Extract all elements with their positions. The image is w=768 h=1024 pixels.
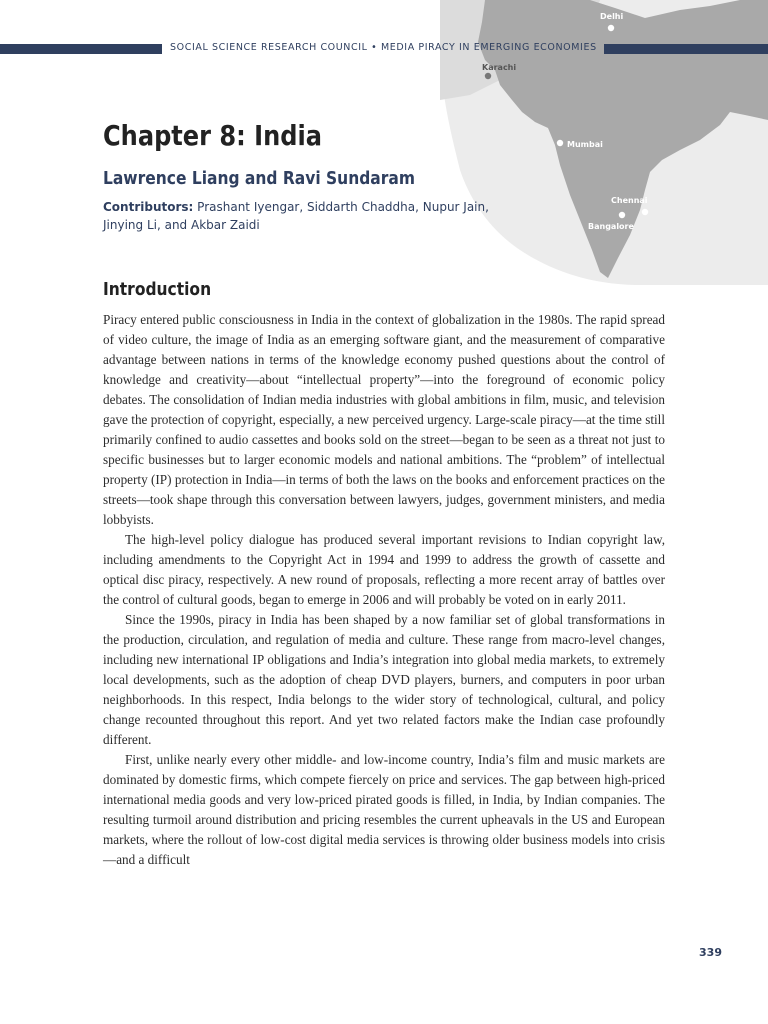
header-rule-right — [604, 44, 768, 54]
mumbai-marker — [557, 140, 563, 146]
contributors-label: Contributors: — [103, 200, 194, 214]
running-header: SOCIAL SCIENCE RESEARCH COUNCIL • MEDIA PIRACY IN EMERGING ECONOMIES — [170, 42, 597, 53]
chennai-label: Chennai — [611, 196, 648, 205]
mumbai-label: Mumbai — [567, 140, 603, 149]
paragraph: First, unlike nearly every other middle- and low-income country, India’s film and music markets are dominated by domestic firms, which compete fiercely on price and services. The gap between high-priced international media goods and very low-priced pirated goods is filled, in India, by Indian companies. The resulting turmoil around distribution and pricing resembles the current upheavals in the US and European markets, where the rollout of low-cost digital media services is throwing older business models into crisis—and a difficult — [103, 752, 665, 867]
bangalore-label: Bangalore — [588, 222, 634, 231]
chennai-marker — [642, 209, 648, 215]
header-rule-left — [0, 44, 162, 54]
delhi-marker — [608, 25, 614, 31]
bangalore-marker — [619, 212, 625, 218]
chapter-title: Chapter 8: India — [103, 119, 323, 152]
page-number: 339 — [699, 946, 722, 959]
paragraph: Since the 1990s, piracy in India has been shaped by a now familiar set of global transformations in the production, circulation, and regulation of media and culture. These range from macro-level changes, including new international IP obligations and India’s integration into global media markets, to extremely local developments, such as the adoption of cheap DVD players, burners, and computers in poor urban neighborhoods. In this respect, India belongs to the wider story of technological, cultural, and policy change recounted throughout this report. And yet two related factors make the Indian case profoundly different. — [103, 612, 665, 747]
paragraph: Piracy entered public consciousness in India in the context of globalization in the 1980s. The rapid spread of video culture, the image of India as an emerging software giant, and the measurement of comparative advantage between nations in terms of the knowledge economy pushed questions about the control of knowledge and creativity—about “intellectual property”—into the foreground of economic policy debates. The consolidation of Indian media industries with global ambitions in film, music, and television gave the protection of copyright, especially, a new perceived urgency. Large-scale piracy—at the time still primarily confined to audio cassettes and books sold on the street—began to be seen as a threat not just to specific businesses but to larger economic models and national ambitions. The “problem” of intellectual property (IP) protection in India—in terms of both the laws on the books and enforcement practices on the streets—took shape through this conversation between lawyers, judges, government ministers, and media lobbyists. — [103, 312, 665, 527]
delhi-label: Delhi — [600, 12, 624, 21]
contributors-names: Prashant Iyengar, Siddarth Chaddha, Nupur Jain, Jinying Li, and Akbar Zaidi — [103, 200, 489, 232]
paragraph: The high-level policy dialogue has produced several important revisions to Indian copyright law, including amendments to the Copyright Act in 1994 and 1999 to address the growth of cassette and optical disc piracy, respectively. A new round of proposals, reflecting a more recent array of battles over the control of cultural goods, began to emerge in 2006 and will probably be voted on in early 2011. — [103, 532, 665, 607]
karachi-marker — [485, 73, 491, 79]
karachi-label: Karachi — [482, 63, 517, 72]
body-text — [103, 310, 665, 870]
contributors-line — [103, 198, 523, 234]
section-heading: Introduction — [103, 279, 212, 300]
chapter-authors: Lawrence Liang and Ravi Sundaram — [103, 168, 415, 189]
